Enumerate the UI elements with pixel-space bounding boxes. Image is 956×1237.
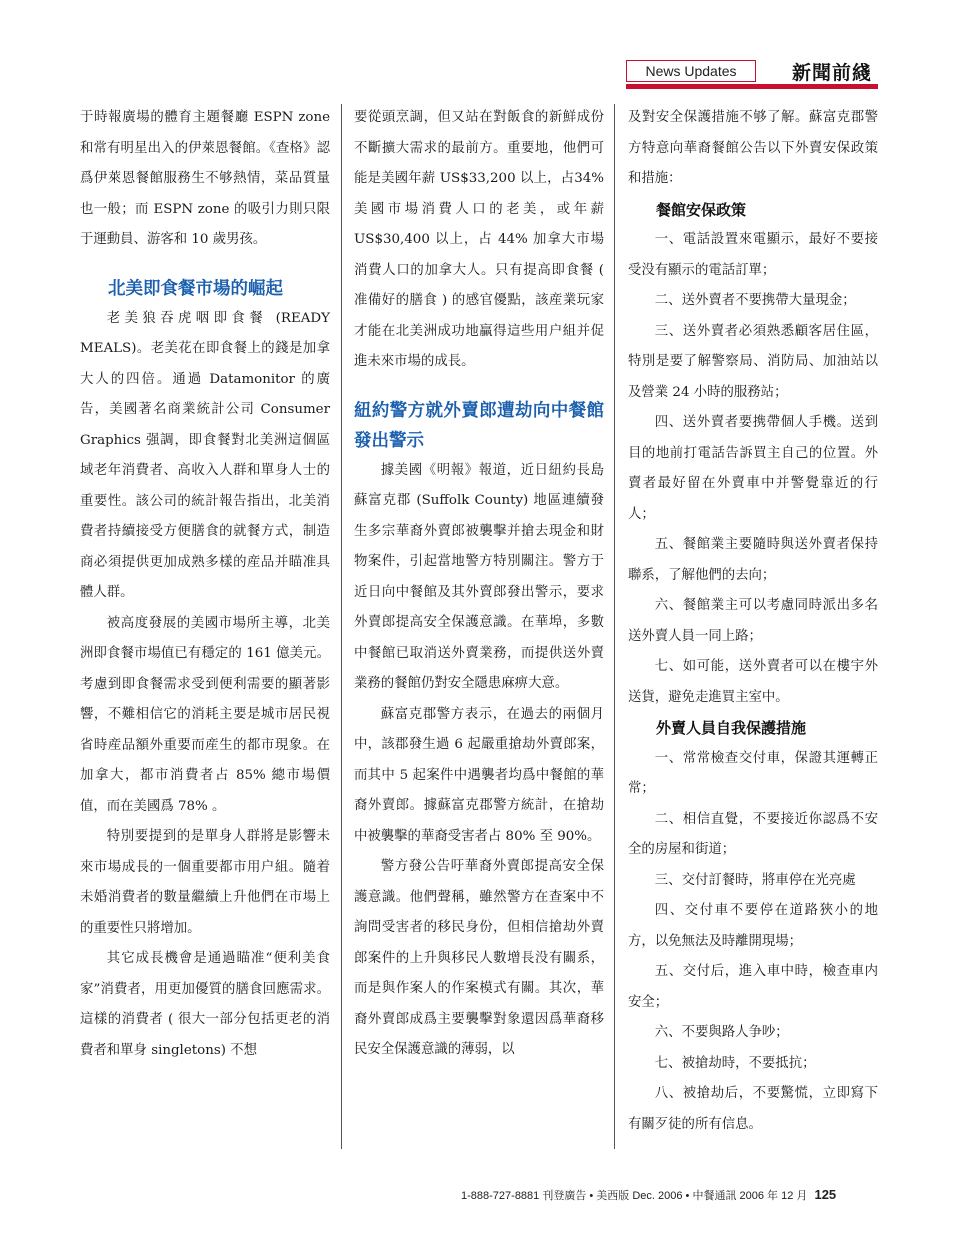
paragraph: 老美狼吞虎咽即食餐 (READY MEALS)。老美花在即食餐上的錢是加拿大人的四倍。通過 Datamonitor 的廣告，美國著名商業統計公司 Consumer Graphics 强調，即食餐對北美洲這個區域老年消費者、高收入人群和單身人士的重要性。該公司的統計報告指出，北美消費者持續接受方便膳食的就餐方式，制造商必須提供更加成熟多樣的産品并瞄准具體人群。 xyxy=(80,310,330,600)
list-item: 三、交付訂餐時，將車停在光亮處 xyxy=(654,872,856,888)
paragraph: 被高度發展的美國市場所主導，北美洲即食餐市場值已有穩定的 161 億美元。考慮到即食餐需求受到便利需要的顯著影響，不難相信它的消耗主要是城市居民視省時産品額外重要而産生的都市現象。在加拿大，都市消費者占 85% 總市場價值，而在美國爲 78% 。 xyxy=(80,615,330,814)
list-item: 三、送外賣者必須熟悉顧客居住區，特別是要了解警察局、消防局、加油站以及營業 24 小時的服務站； xyxy=(628,323,878,400)
list-item: 一、常常檢查交付車，保證其運轉正常； xyxy=(628,750,878,796)
footer-text: 1-888-727-8881 刊登廣告 • 美西版 Dec. 2006 • 中餐通訊 2006 年 12 月 xyxy=(461,1190,808,1202)
list-item: 六、餐館業主可以考慮同時派出多名送外賣人員一同上路； xyxy=(628,598,878,644)
list-item: 七、被搶劫時，不要抵抗； xyxy=(654,1055,816,1071)
list-item: 一、電話設置來電顯示，最好不要接受没有顯示的電話訂單； xyxy=(628,232,878,278)
subsection-heading: 餐館安保政策 xyxy=(656,200,747,219)
paragraph: 蘇富克郡警方表示，在過去的兩個月中，該郡發生過 6 起嚴重搶劫外賣郎案，而其中 5 起案件中遇襲者均爲中餐館的華裔外賣郎。據蘇富克郡警方統計，在搶劫中被襲擊的華裔受害者占 80% 至 90%。 xyxy=(354,706,604,844)
paragraph: 要從頭烹調，但又站在對飯食的新鮮成份不斷擴大需求的最前方。重要地，他們可能是美國年薪 US$33,200 以上，占34% 美國市場消費人口的老美，或年薪 US$30,400 以上，占 44% 加拿大市場消費人口的加拿大人。只有提高即食餐 ( 准備好的膳食 ) 的感官優點，該産業玩家才能在北美洲成功地贏得這些用户組并促進未來市場的成長。 xyxy=(354,110,604,369)
article-headline: 紐約警方就外賣郎遭劫向中餐館發出警示 xyxy=(354,400,604,451)
section-title: 新聞前綫 xyxy=(792,62,873,84)
list-item: 四、交付車不要停在道路狹小的地方，以免無法及時離開現場； xyxy=(628,903,878,949)
list-item: 五、交付后，進入車中時，檢查車内安全； xyxy=(628,964,878,1010)
paragraph: 其它成長機會是通過瞄准“便利美食家”消費者，用更加優質的膳食回應需求。這樣的消費者 ( 很大一部分包括更老的消費者和單身 singletons) 不想 xyxy=(80,951,330,1058)
article-column-2 xyxy=(354,103,604,1066)
list-item: 四、送外賣者要携帶個人手機。送到目的地前打電話告訴買主自己的位置。外賣者最好留在外賣車中并警覺靠近的行人； xyxy=(628,415,878,522)
section-heading: 北美即食餐市場的崛起 xyxy=(108,278,283,299)
section-label-text: News Updates xyxy=(645,63,737,79)
list-item: 二、送外賣者不要携帶大量現金； xyxy=(654,293,856,308)
subsection-heading: 外賣人員自我保護措施 xyxy=(656,719,807,737)
column-rule xyxy=(341,104,342,1149)
article-column-3 xyxy=(628,103,878,1140)
paragraph: 及對安全保護措施不够了解。蘇富克郡警方特意向華裔餐館公告以下外賣安保政策和措施： xyxy=(628,110,878,186)
header-divider xyxy=(626,84,878,89)
paragraph: 特別要提到的是單身人群將是影響未來市場成長的一個重要都市用户組。隨着未婚消費者的數量繼續上升他們在市場上的重要性只將增加。 xyxy=(80,829,330,936)
page-number: 125 xyxy=(814,1187,837,1202)
column-rule xyxy=(614,104,615,1149)
list-item: 五、餐館業主要隨時與送外賣者保持聯系，了解他們的去向； xyxy=(628,537,878,583)
list-item: 六、不要與路人争吵； xyxy=(654,1025,789,1040)
paragraph: 據美國《明報》報道，近日紐約長島蘇富克郡 (Suffolk County) 地區連續發生多宗華裔外賣郎被襲擊并搶去現金和財物案件，引起當地警方特別關注。警方于近日向中餐館及其外賣郎發出警示，要求外賣郎提高安全保護意識。在華埠，多數中餐館已取消送外賣業務，而提供送外賣業務的餐館仍對安全隱患麻痹大意。 xyxy=(354,462,604,691)
article-column-1 xyxy=(80,103,330,1066)
page-footer xyxy=(461,1187,836,1203)
list-item: 八、被搶劫后，不要驚慌，立即寫下有關歹徒的所有信息。 xyxy=(628,1086,878,1132)
list-item: 七、如可能，送外賣者可以在樓宇外送貨，避免走進買主室中。 xyxy=(628,659,878,705)
paragraph: 警方發公告吁華裔外賣郎提高安全保護意識。他們聲稱，雖然警方在查案中不詢問受害者的移民身份，但相信搶劫外賣郎案件的上升與移民人數增長没有關系，而是與作案人的作案模式有關。其次，華裔外賣郎成爲主要襲擊對象還因爲華裔移民安全保護意識的薄弱，以 xyxy=(354,859,604,1057)
list-item: 二、相信直覺，不要接近你認爲不安全的房屋和街道； xyxy=(628,811,878,857)
section-label xyxy=(626,60,756,82)
paragraph: 于時報廣場的體育主題餐廳 ESPN zone 和常有明星出入的伊萊恩餐館。《查格》認爲伊萊恩餐館服務生不够熱情，菜品質量也一般；而 ESPN zone 的吸引力則只限于運動員、游客和 10 歲男孩。 xyxy=(80,110,330,247)
